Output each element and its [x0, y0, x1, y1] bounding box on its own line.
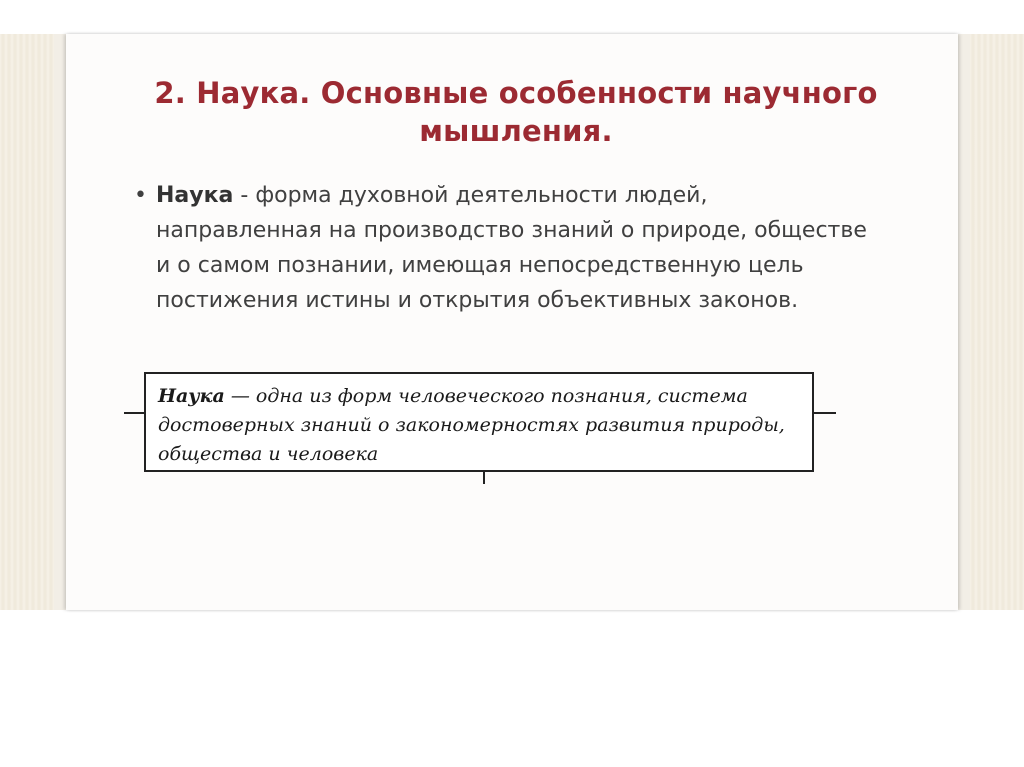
right-side-decoration: [970, 34, 1024, 610]
bullet-term: Наука: [156, 183, 234, 208]
bullet-definition: - форма духовной деятельности людей, направленная на производство знаний о природе, обществе и о самом познании, имеющая непосредственную цель постижения истины и открытия объективных законов.: [156, 183, 867, 313]
bullet-marker: •: [134, 183, 147, 208]
box-left-tick: [124, 412, 144, 414]
definition-text: — одна из форм человеческого познания, система достоверных знаний о закономерностях развития природы, общества и человека: [158, 385, 785, 465]
box-bottom-tick: [483, 472, 485, 484]
bullet-item: [134, 178, 874, 318]
definition-box: [144, 372, 814, 472]
bullet-text: [156, 178, 874, 318]
slide-title: 2. Наука. Основные особенности научного мышления.: [154, 76, 878, 148]
slide: [66, 34, 958, 610]
box-right-tick: [814, 412, 836, 414]
definition-term: Наука: [158, 385, 225, 407]
left-side-decoration: [0, 34, 54, 610]
